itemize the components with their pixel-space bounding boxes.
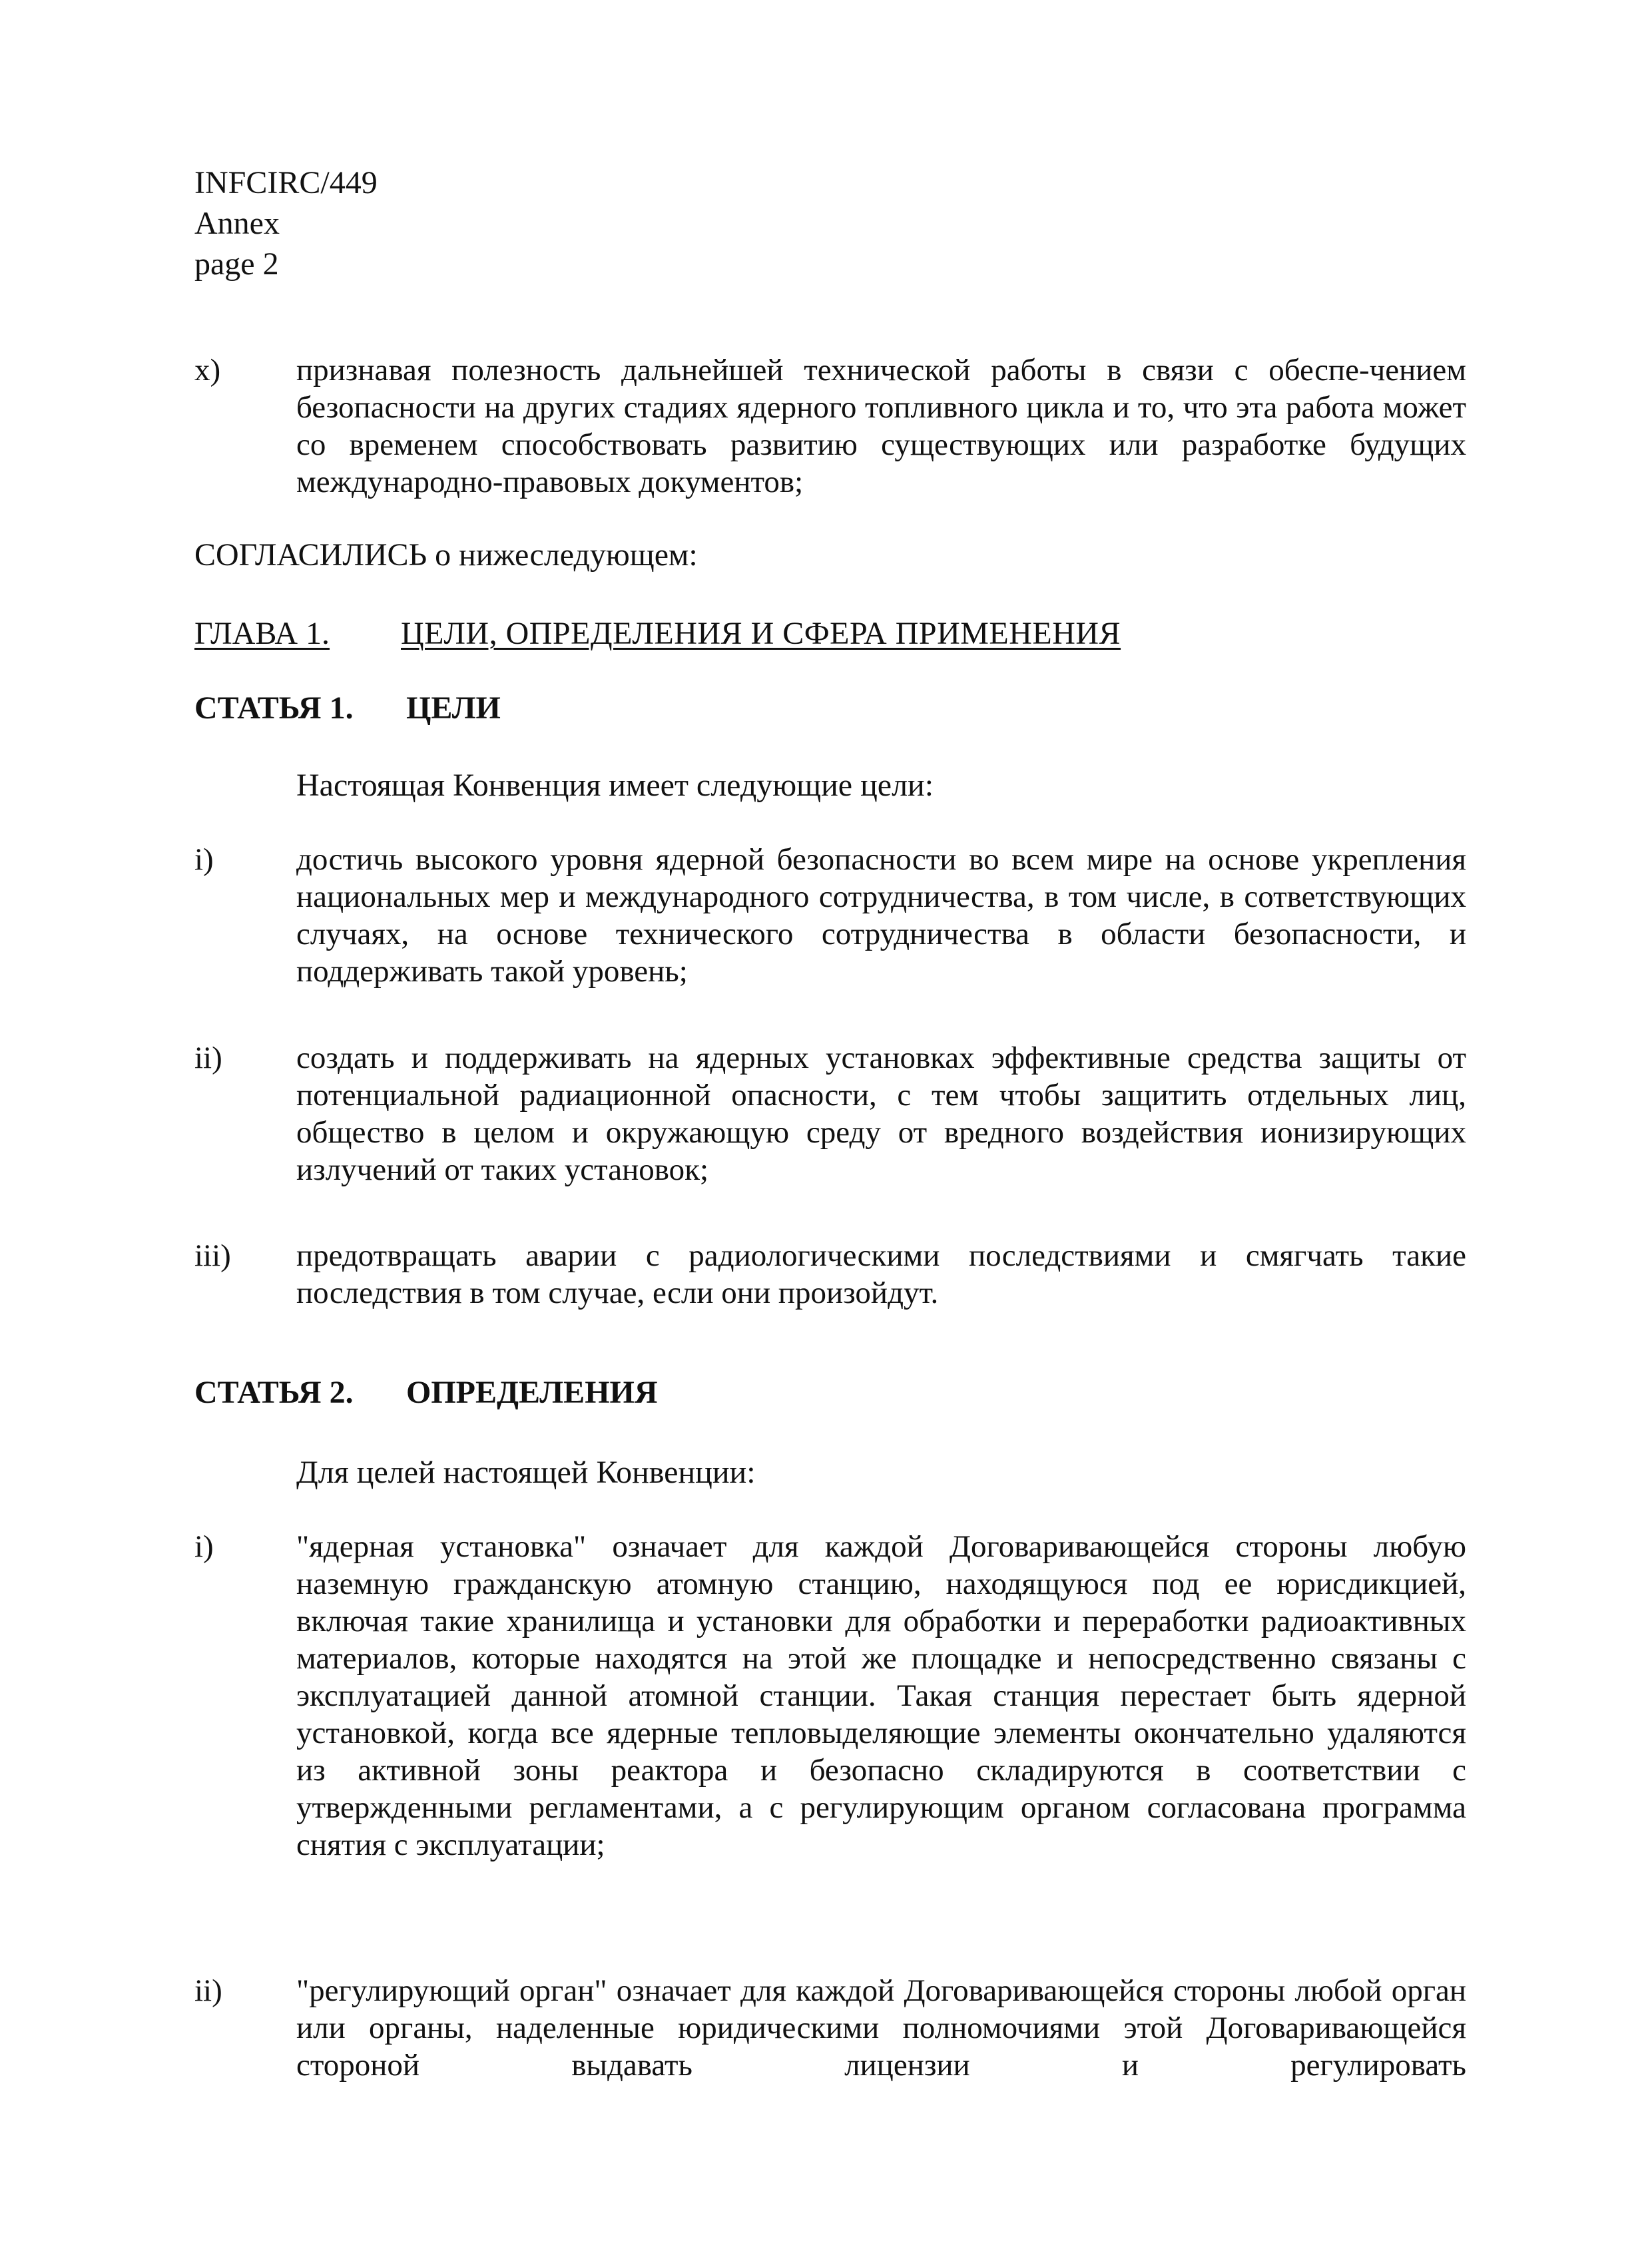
article-2-item-i (194, 1528, 1466, 1864)
chapter-number: ГЛАВА 1. (194, 616, 330, 651)
preamble-item-x (194, 352, 1466, 501)
article-1-item-iii (194, 1237, 1466, 1312)
article-2-heading (194, 1373, 658, 1413)
item-text: достичь высокого уровня ядерной безопасности во всем мире на основе укрепления национальных мер и международного сотрудничества, в том числе, в сответствующих случаях, на основе технического сотрудничества в области безопасности, и поддерживать такой уровень; (296, 842, 1466, 989)
chapter-heading (194, 614, 1121, 654)
article-title: ОПРЕДЕЛЕНИЯ (406, 1375, 658, 1410)
item-number: ii) (194, 1973, 222, 2008)
item-text: "регулирующий орган" означает для каждой Договаривающейся стороны любой орган или органы, наделенные юридическими полномочиями этой Договаривающейся стороной выдавать лицензии и регулировать (296, 1973, 1466, 2083)
article-number: СТАТЬЯ 1. (194, 690, 354, 726)
item-number: i) (194, 842, 214, 877)
article-2-intro: Для целей настоящей Конвенции: (296, 1455, 756, 1490)
article-1-item-ii (194, 1039, 1466, 1188)
article-1-heading (194, 688, 501, 728)
document-header (194, 162, 378, 284)
agreed-statement (194, 535, 698, 575)
agreed-lead: СОГЛАСИЛИСЬ (194, 537, 427, 573)
doc-code: INFCIRC/449 (194, 165, 378, 200)
page-number: page 2 (194, 246, 279, 282)
item-text: "ядерная установка" означает для каждой Договаривающейся стороны любую наземную гражданскую атомную станцию, находящуюся под ее юрисдикцией, включая такие хранилища и установки для обработки и переработки радиоактивных материалов, которые находятся на этой же площадке и непосредственно связаны с эксплуатацией данной атомной станции. Такая станция перестает быть ядерной установкой, когда все ядерные тепловыделяющие элементы окончательно удаляются из активной зоны реактора и безопасно складируются в соответствии с утвержденными регламентами, а с регулирующим органом согласована программа снятия с эксплуатации; (296, 1529, 1466, 1862)
annex-label: Annex (194, 206, 280, 241)
article-1-item-i (194, 841, 1466, 990)
item-text: создать и поддерживать на ядерных установках эффективные средства защиты от потенциальной радиационной опасности, с тем чтобы защитить отдельных лиц, общество в целом и окружающую среду от вредного воздействия ионизирующих излучений от таких установок; (296, 1041, 1466, 1187)
item-text: признавая полезность дальнейшей технической работы в связи с обеспе-чением безопасности на других стадиях ядерного топливного цикла и то, что эта работа может со временем способствовать развитию существующих или разработке будущих международно-правовых документов; (296, 353, 1466, 499)
article-number: СТАТЬЯ 2. (194, 1375, 354, 1410)
article-1-intro: Настоящая Конвенция имеет следующие цели: (296, 768, 934, 803)
item-number: ii) (194, 1041, 222, 1075)
item-number: iii) (194, 1238, 231, 1273)
agreed-rest: о нижеследующем: (427, 537, 698, 573)
item-text: предотвращать аварии с радиологическими последствиями и смягчать такие последствия в том случае, если они произойдут. (296, 1238, 1466, 1310)
article-title: ЦЕЛИ (406, 690, 501, 726)
item-number: x) (194, 353, 221, 387)
article-2-item-ii (194, 1972, 1466, 2084)
chapter-title: ЦЕЛИ, ОПРЕДЕЛЕНИЯ И СФЕРА ПРИМЕНЕНИЯ (401, 616, 1121, 651)
item-number: i) (194, 1529, 214, 1564)
